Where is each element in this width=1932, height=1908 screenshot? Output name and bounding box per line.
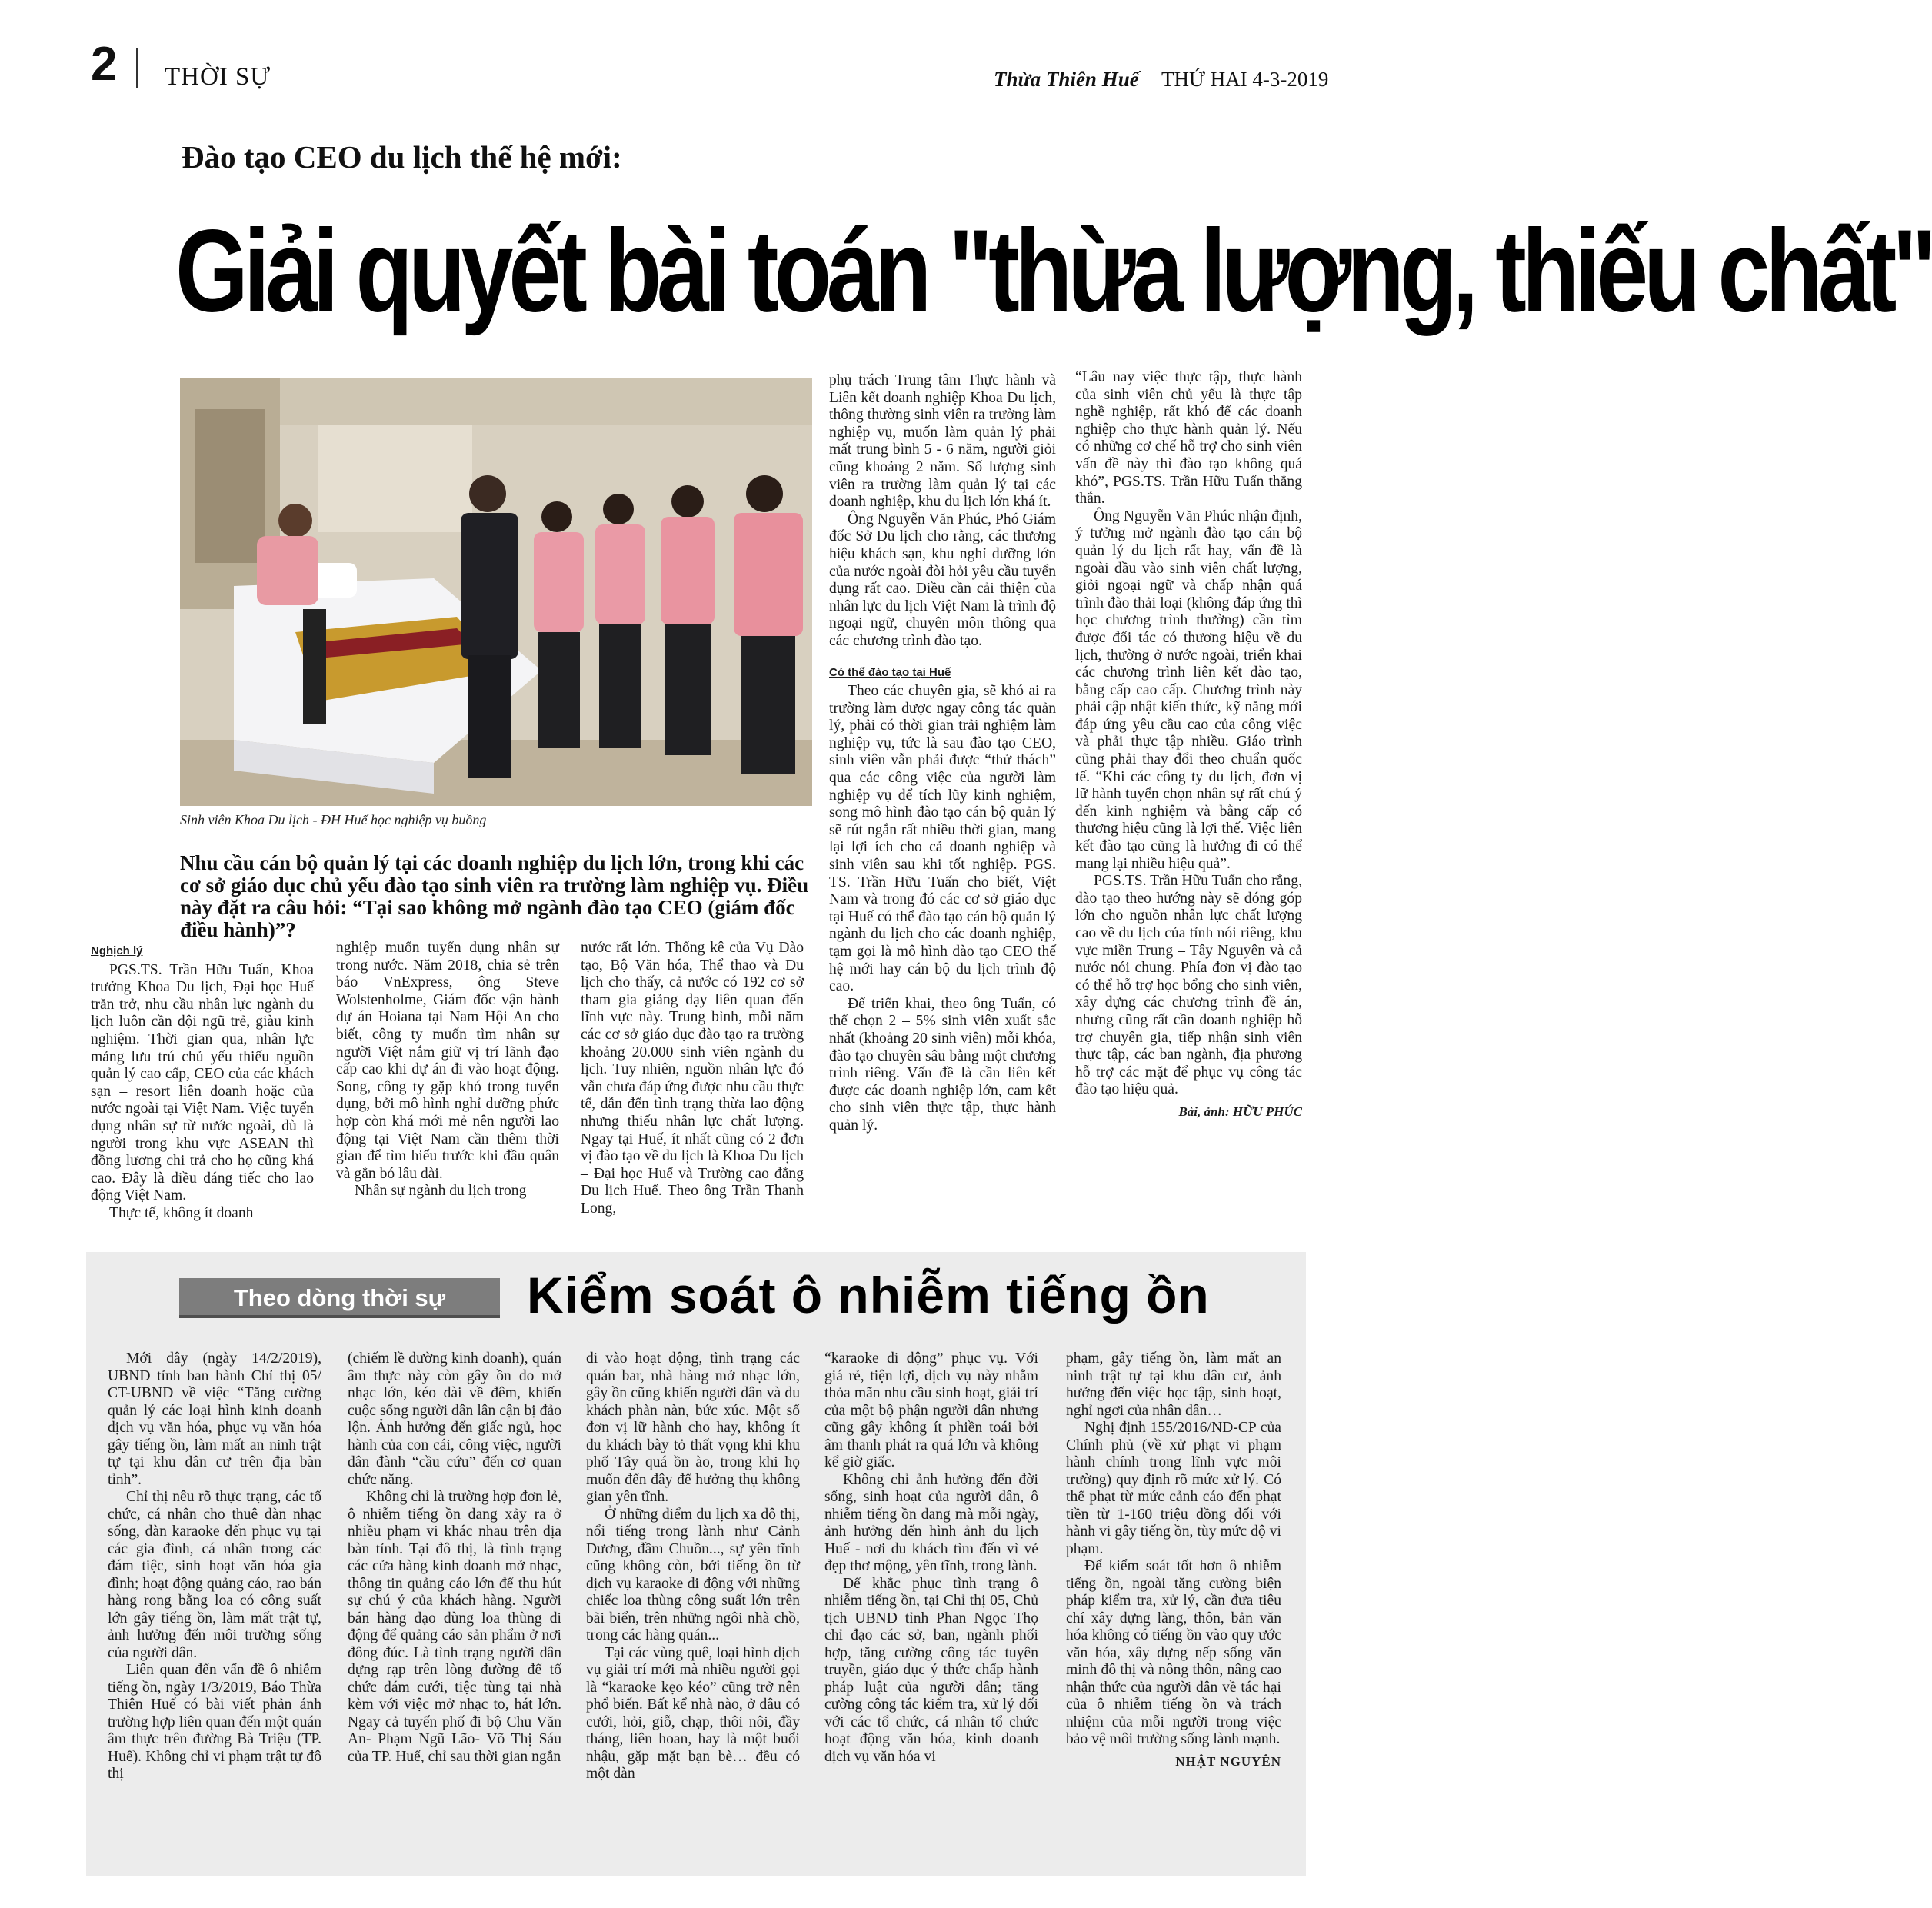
- section-name: THỜI SỰ: [165, 63, 271, 91]
- paragraph: Để triển khai, theo ông Tuấn, có thể chọn 2 – 5% sinh viên xuất sắc nhất (khoảng 20 sinh viên) mỗi khóa, đào tạo chuyên sâu bằng một chương trình riêng. Vấn đề là cần liên kết được các doanh nghiệp lớn, cam kết cho sinh viên thực tập, thực hành quản lý.: [829, 995, 1056, 1134]
- article-photo: [180, 378, 812, 806]
- paragraph: (chiếm lề đường kinh doanh), quán âm thực này còn gây ồn do mở nhạc lớn, kéo dài về đêm, khiến cuộc sống người dân lân cận bị đảo lộn. Ảnh hưởng đến giấc ngủ, học hành của con cái, công việc, người dân đành “cầu cứu” đến cơ quan chức năng.: [348, 1350, 561, 1488]
- paragraph: Ông Nguyễn Văn Phúc nhận định, ý tưởng mở ngành đào tạo cán bộ quản lý du lịch rất hay, vấn đề là ngoài đầu vào sinh viên chất lượng, giỏi ngoại ngữ và chấp nhận quá trình đào thải loại (không đáp ứng thì học chương trình thường) cần tìm được đối tác có thương hiệu về du lịch, thường ở nước ngoài, triển khai các chương trình liên kết đào tạo, bằng cấp cao cấp. Chương trình này phải cập nhật kiến thức, kỹ năng mới đáp ứng yêu cầu cao của công việc và phải thực tập nhiều. Giáo trình cũng phải thay đổi theo chuẩn quốc tế. “Khi các công ty du lịch, đơn vị lữ hành tuyển chọn nhân sự rất chú ý đến kinh nghiệm và bằng cấp có thương hiệu cũng là lợi thế. Việc liên kết đào tạo cũng là hướng đi có thể mang lại nhiều hiệu quả”.: [1075, 508, 1302, 872]
- paragraph: Để kiểm soát tốt hơn ô nhiễm tiếng ồn, ngoài tăng cường biện pháp kiểm tra, xử lý, cần đưa tiêu chí xây dựng làng, thôn, bản văn hóa không có tiếng ồn vào quy ước văn hóa, xây dựng nếp sống văn minh đô thị và nông thôn, nâng cao nhận thức của người dân về tác hại của ô nhiễm tiếng ồn và trách nhiệm của mỗi người trong việc bảo vệ môi trường sống lành mạnh.: [1066, 1558, 1281, 1747]
- paragraph: PGS.TS. Trần Hữu Tuấn, Khoa trưởng Khoa Du lịch, Đại học Huế trăn trở, nhu cầu nhân lực ngành du lịch luôn cần đội ngũ trẻ, giàu kinh nghiệm. Thời gian qua, nhân lực mảng lưu trú chủ yếu thiếu nguồn quản lý cao cấp, CEO của các khách sạn – resort liên doanh hoặc của nước ngoài tại Việt Nam. Việc tuyển dụng nhân sự từ nước ngoài, dù là người trong khu vực ASEAN thì đồng lương chi trả cho họ cũng khá cao. Đây là điều đáng tiếc cho lao động Việt Nam.: [91, 961, 314, 1204]
- box-column-5: [1066, 1350, 1281, 1770]
- paragraph: Ông Nguyễn Văn Phúc, Phó Giám đốc Sở Du lịch cho rằng, các thương hiệu khách sạn, khu nghỉ dưỡng lớn của nước ngoài đòi hỏi yêu cầu tuyển dụng rất cao. Điều cần cải thiện của nhân lực du lịch Việt Nam là trình độ ngoại ngữ, chuyên môn thông qua các chương trình đào tạo.: [829, 511, 1056, 649]
- paragraph: nước rất lớn. Thống kê của Vụ Đào tạo, Bộ Văn hóa, Thể thao và Du lịch cho thấy, cả nước có 192 cơ sở tham gia giảng dạy liên quan đến lĩnh vực này. Trung bình, mỗi năm các cơ sở giáo dục đào tạo ra trường khoảng 20.000 sinh viên ngành du lịch. Tuy nhiên, nguồn nhân lực đó vẫn chưa đáp ứng được nhu cầu thực tế, dẫn đến tình trạng thừa lao động nhưng thiếu nhân lực chất lượng. Ngay tại Huế, ít nhất cũng có 2 đơn vị đào tạo về du lịch là Khoa Du lịch – Đại học Huế và Trường cao đẳng Du lịch Huế. Theo ông Trần Thanh Long,: [581, 940, 804, 1217]
- paragraph: “Lâu nay việc thực tập, thực hành của sinh viên chủ yếu là thực tập nghề nghiệp, rất khó để các doanh nghiệp cho thực hành quản lý. Nếu có những cơ chế hỗ trợ cho sinh viên vấn đề này thì đào tạo không quá khó”, PGS.TS. Trần Hữu Tuấn thẳng thắn.: [1075, 369, 1302, 508]
- subhead-paradox: Nghịch lý: [91, 944, 143, 957]
- photo-illustration: [180, 378, 812, 806]
- article-column-1: [91, 941, 314, 1223]
- paragraph: “karaoke di động” phục vụ. Với giá rẻ, tiện lợi, dịch vụ này nhằm thỏa mãn nhu cầu sinh hoạt, giải trí của một bộ phận người dân nhưng cũng gây không ít phiền toái bởi âm thanh phát ra quá lớn và không kể giờ giấc.: [824, 1350, 1038, 1470]
- box-title: Kiểm soát ô nhiễm tiếng ồn: [527, 1267, 1210, 1324]
- paragraph: PGS.TS. Trần Hữu Tuấn cho rằng, đào tạo theo hướng này sẽ đóng góp lớn cho nguồn nhân lực chất lượng cao về du lịch của tỉnh nói riêng, khu vực miền Trung – Tây Nguyên và cả nước nói chung. Phía đơn vị đào tạo có thể hỗ trợ học bổng cho sinh viên, xây dựng các chương trình đề án, nhưng cũng rất cần doanh nghiệp hỗ trợ chuyên gia, tiếp nhận sinh viên thực tập, các ban ngành, địa phương hỗ trợ các mặt để phục vụ công tác đào tạo hiệu quả.: [1075, 873, 1302, 1098]
- issue-date: THỨ HAI 4-3-2019: [1161, 68, 1329, 91]
- box-column-1: [108, 1350, 321, 1783]
- header-divider: [136, 48, 138, 88]
- paragraph: phạm, gây tiếng ồn, làm mất an ninh trật tự tại khu dân cư, ảnh hưởng đến việc học tập, sinh hoạt, nghỉ ngơi của nhân dân…: [1066, 1350, 1281, 1419]
- article-column-2: [336, 940, 559, 1200]
- article-column-5: [1075, 369, 1302, 1121]
- article-column-4: [829, 372, 1056, 1135]
- paragraph: đi vào hoạt động, tình trạng các quán bar, nhà hàng mở nhạc lớn, gây ồn cũng khiến người dân và du khách phàn nàn, bức xúc. Một số đơn vị lữ hành cho hay, không ít du khách bày tỏ thất vọng khi khu phố Tây quá ồn ào, trong khi họ muốn đến đây để hưởng thụ không gian yên tĩnh.: [586, 1350, 800, 1505]
- box-tag: Theo dòng thời sự: [179, 1278, 500, 1317]
- paragraph: Tại các vùng quê, loại hình dịch vụ giải trí mới mà nhiều người gọi là “karaoke kẹo kéo” cũng trở nên phổ biến. Bất kể nhà nào, ở đâu có cưới, hỏi, giỗ, chạp, thôi nôi, đầy tháng, liên hoan, hay là một buổi nhậu, gặp mặt bạn bè… đều có một dàn: [586, 1644, 800, 1782]
- subhead-hue-training: Có thể đào tạo tại Huế: [829, 665, 951, 679]
- paragraph: Theo các chuyên gia, sẽ khó ai ra trường làm được ngay công tác quản lý, phải có thời gian trải nghiệm làm nghiệp vụ, tức là sau đào tạo CEO, sinh viên vẫn phải được “thử thách” qua các công việc của người làm nghiệp vụ để tích lũy kinh nghiệm, song mô hình đào tạo cán bộ quản lý sẽ rút ngắn rất nhiều thời gian, mang lại lợi ích cho cả doanh nghiệp và sinh viên sau khi tốt nghiệp. PGS. TS. Trần Hữu Tuấn cho biết, Việt Nam và trong đó các cơ sở giáo dục tại Huế có thể đào tạo cán bộ quản lý ngành du lịch cho các doanh nghiệp, tạm gọi là mô hình đào tạo CEO thế hệ mới hay cán bộ du lịch trình độ cao.: [829, 683, 1056, 995]
- photo-caption: Sinh viên Khoa Du lịch - ĐH Huế học nghiệp vụ buồng: [180, 812, 487, 827]
- article-kicker: Đào tạo CEO du lịch thế hệ mới:: [182, 139, 622, 175]
- paragraph: Nhân sự ngành du lịch trong: [355, 1183, 527, 1200]
- paragraph: Không chỉ là trường hợp đơn lẻ, ô nhiễm tiếng ồn đang xảy ra ở nhiều phạm vi khác nhau trên địa bàn tỉnh. Tại đô thị, là tình trạng các cửa hàng kinh doanh mở nhạc, thông tin quảng cáo lớn để thu hút sự chú ý của khách hàng. Người bán hàng dạo dùng loa thùng di động để quảng cáo sản phẩm ở nơi đông đúc. Là tình trạng người dân dựng rạp trên lòng đường để tổ chức đám cưới, tiệc tùng tại nhà kèm với việc mở nhạc to, hát lớn. Ngay cả tuyến phố đi bộ Chu Văn An- Phạm Ngũ Lão- Võ Thị Sáu của TP. Huế, chỉ sau thời gian ngắn: [348, 1489, 561, 1765]
- article-byline: Bài, ảnh: HỮU PHÚC: [1178, 1104, 1302, 1119]
- paragraph: Thực tế, không ít doanh: [109, 1204, 254, 1221]
- newspaper-name: Thừa Thiên Huế: [994, 68, 1139, 91]
- box-column-2: [348, 1350, 561, 1766]
- article-headline: Giải quyết bài toán "thừa lượng, thiếu chất": [175, 205, 1932, 336]
- article-column-3: [581, 940, 804, 1218]
- paragraph: Ở những điểm du lịch xa đô thị, nổi tiếng trong lành như Cảnh Dương, đầm Chuồn..., sự yên tĩnh cũng không còn, bởi tiếng ồn từ dịch vụ karaoke di động với những chiếc loa thùng công suất lớn trên bãi biển, trên những ngôi nhà chồ, trong các hàng quán...: [586, 1506, 800, 1643]
- paragraph: Nghị định 155/2016/NĐ-CP của Chính phủ (về xử phạt vi phạm hành chính trong lĩnh vực môi trường) quy định rõ mức xử lý. Có thể phạt từ mức cảnh cáo đến phạt tiền từ 1-160 triệu đồng đối với hành vi gây tiếng ồn, tùy mức độ vi phạm.: [1066, 1420, 1281, 1557]
- article-lead: Nhu cầu cán bộ quản lý tại các doanh nghiệp du lịch lớn, trong khi các cơ sở giáo dục chủ yếu đào tạo sinh viên ra trường làm nghiệp vụ. Điều này đặt ra câu hỏi: “Tại sao không mở ngành đào tạo CEO (giám đốc điều hành)”?: [180, 851, 809, 941]
- paragraph: Mới đây (ngày 14/2/2019), UBND tỉnh ban hành Chỉ thị 05/ CT-UBND về việc “Tăng cường quản lý các loại hình kinh doanh dịch vụ văn hóa, phục vụ văn hóa gây tiếng ồn, làm mất an ninh trật tự tại khu dân cư trên địa bàn tỉnh”.: [108, 1350, 321, 1488]
- box-tag-underline: [179, 1315, 500, 1318]
- page-number: 2: [91, 38, 118, 91]
- paragraph: Không chỉ ảnh hưởng đến đời sống, sinh hoạt của người dân, ô nhiễm tiếng ồn đang mà mỗi ngày, ảnh hưởng đến hình ảnh du lịch Huế - nơi du khách tìm đến vì vẻ đẹp thơ mộng, yên tĩnh, trong lành.: [824, 1471, 1038, 1574]
- box-byline: NHẬT NGUYÊN: [1175, 1753, 1281, 1769]
- paragraph: nghiệp muốn tuyển dụng nhân sự trong nước. Năm 2018, chia sẻ trên báo VnExpress, ông Steve Wolstenholme, Giám đốc vận hành dự án Hoiana tại Nam Hội An cho biết, công ty muốn tìm nhân sự người Việt nắm giữ vị trí lãnh đạo cấp cao khi dự án đi vào hoạt động. Song, công ty gặp khó trong tuyển dụng, bởi mô hình nghỉ dưỡng phức hợp còn khá mới mẻ nên người lao động tại Việt Nam cần thêm thời gian để tìm hiểu trước khi đầu quân và gắn bó lâu dài.: [336, 940, 559, 1182]
- paragraph: Để khắc phục tình trạng ô nhiễm tiếng ồn, tại Chỉ thị 05, Chủ tịch UBND tỉnh Phan Ngọc Thọ chỉ đạo các sở, ban, ngành phối hợp, tăng cường công tác tuyên truyền, giáo dục ý thức chấp hành pháp luật của người dân; tăng cường công tác kiểm tra, xử lý đối với các tổ chức, cá nhân tổ chức hoạt động văn hóa, kinh doanh dịch vụ văn hóa vi: [824, 1575, 1038, 1765]
- box-column-4: [824, 1350, 1038, 1766]
- paragraph: phụ trách Trung tâm Thực hành và Liên kết doanh nghiệp Khoa Du lịch, thông thường sinh viên ra trường làm nghiệp vụ, muốn làm quản lý phải mất trung bình 5 - 6 năm, người giỏi cũng khoảng 2 năm. Số lượng sinh viên ra trường làm quản lý tại các doanh nghiệp, khu du lịch lớn khá ít.: [829, 372, 1056, 511]
- paragraph: Chỉ thị nêu rõ thực trạng, các tổ chức, cá nhân cho thuê dàn nhạc sống, dàn karaoke đến phục vụ tại các gia đình, cá nhân trong các đám tiệc, sinh hoạt văn hóa gia đình; hoạt động quảng cáo, rao bán hàng rong bằng loa có công suất lớn gây tiếng ồn, làm mất trật tự, ảnh hưởng đến môi trường sống của người dân.: [108, 1489, 321, 1661]
- box-column-3: [586, 1350, 800, 1783]
- paragraph: Liên quan đến vấn đề ô nhiễm tiếng ồn, ngày 1/3/2019, Báo Thừa Thiên Huế có bài viết phản ánh trường hợp liên quan đến một quán âm thực trên đường Bà Triệu (TP. Huế). Không chỉ vi phạm trật tự đô thị: [108, 1662, 321, 1782]
